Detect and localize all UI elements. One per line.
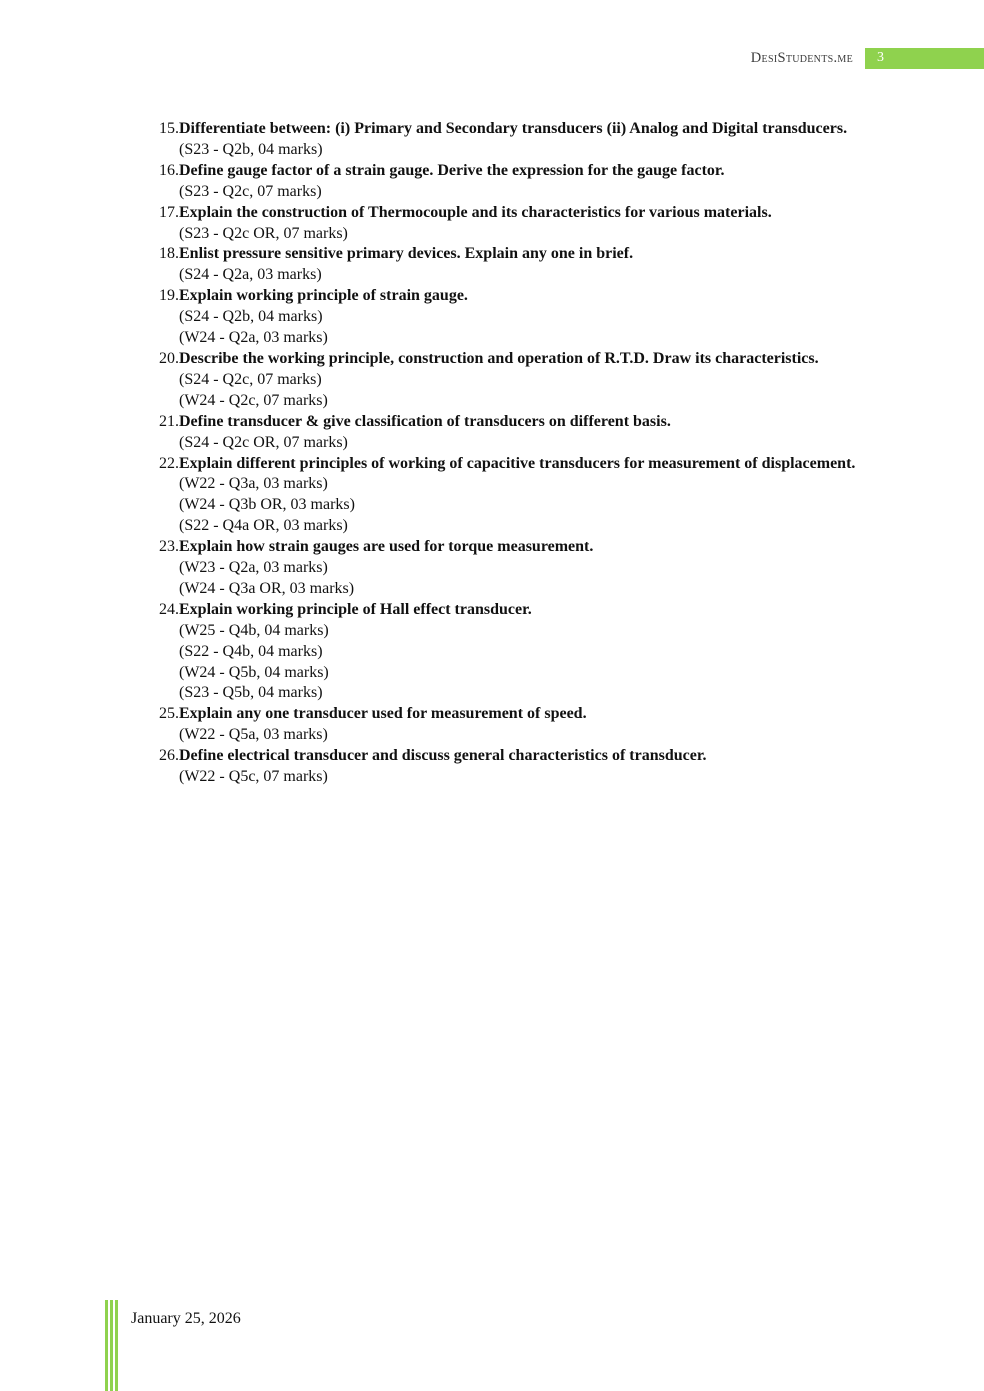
question-reference: (W24 - Q5b, 04 marks) (179, 663, 329, 681)
question-item (140, 746, 860, 788)
question-text: Define transducer & give classification of transducers on different basis. (179, 412, 671, 430)
question-body (179, 537, 860, 600)
site-name: DesiStudents.me (750, 50, 853, 66)
question-reference: (S22 - Q4b, 04 marks) (179, 642, 323, 660)
question-item (140, 600, 860, 705)
question-text: Explain the construction of Thermocouple and its characteristics for various materials. (179, 203, 772, 221)
question-body (179, 600, 860, 705)
question-body (179, 454, 860, 538)
question-text: Explain working principle of Hall effect transducer. (179, 600, 532, 618)
footer-accent-bars (105, 1300, 119, 1391)
question-number: 19. (159, 287, 179, 305)
question-item (140, 537, 860, 600)
footer-date: January 25, 2026 (131, 1310, 241, 1327)
question-list (140, 119, 860, 788)
question-reference: (W25 - Q4b, 04 marks) (179, 621, 329, 639)
question-number: 24. (159, 600, 179, 618)
question-body (179, 119, 860, 161)
question-reference: (W22 - Q5c, 07 marks) (179, 768, 328, 786)
question-reference: (W24 - Q3a OR, 03 marks) (179, 579, 355, 597)
question-reference: (W22 - Q3a, 03 marks) (179, 475, 328, 493)
question-text: Define electrical transducer and discuss general characteristics of transducer. (179, 747, 707, 765)
question-body (179, 244, 860, 286)
question-number: 22. (159, 454, 179, 472)
question-number: 15. (159, 120, 179, 137)
question-item (140, 119, 860, 161)
footer-bar (105, 1300, 108, 1391)
question-text: Differentiate between: (i) Primary and Secondary transducers (ii) Analog and Digital transducers. (179, 120, 848, 137)
question-reference: (S23 - Q2c OR, 07 marks) (179, 224, 348, 242)
question-item (140, 244, 860, 286)
question-reference: (W24 - Q2c, 07 marks) (179, 391, 328, 409)
page-header (0, 48, 984, 70)
question-reference: (W24 - Q2a, 03 marks) (179, 329, 328, 347)
question-number: 21. (159, 412, 179, 430)
page-number-box (865, 48, 984, 69)
question-number: 23. (159, 538, 179, 556)
question-reference: (S23 - Q2b, 04 marks) (179, 140, 323, 158)
question-number: 20. (159, 349, 179, 367)
question-reference: (W22 - Q5a, 03 marks) (179, 726, 328, 744)
question-reference: (S23 - Q5b, 04 marks) (179, 684, 323, 702)
question-item (140, 349, 860, 412)
question-number: 18. (159, 245, 179, 263)
question-item (140, 286, 860, 349)
question-body (179, 746, 860, 788)
question-item (140, 704, 860, 746)
question-text: Explain how strain gauges are used for torque measurement. (179, 538, 594, 556)
question-number: 16. (159, 161, 179, 179)
question-text: Describe the working principle, construction and operation of R.T.D. Draw its characteristics. (179, 349, 819, 367)
question-body (179, 286, 860, 349)
question-item (140, 412, 860, 454)
question-number: 26. (159, 747, 179, 765)
question-reference: (S24 - Q2c, 07 marks) (179, 370, 322, 388)
question-reference: (W23 - Q2a, 03 marks) (179, 559, 328, 577)
question-body (179, 349, 860, 412)
footer-bar (115, 1300, 118, 1391)
question-body (179, 161, 860, 203)
question-item (140, 454, 860, 538)
question-number: 17. (159, 203, 179, 221)
question-text: Enlist pressure sensitive primary devices. Explain any one in brief. (179, 245, 634, 263)
footer-bar (110, 1300, 113, 1391)
question-body (179, 203, 860, 245)
question-text: Define gauge factor of a strain gauge. Derive the expression for the gauge factor. (179, 161, 725, 179)
question-text: Explain different principles of working of capacitive transducers for measurement of displacement. (179, 454, 856, 472)
page-number: 3 (877, 50, 884, 65)
question-reference: (S24 - Q2c OR, 07 marks) (179, 433, 348, 451)
question-item (140, 203, 860, 245)
question-text: Explain working principle of strain gauge. (179, 287, 468, 305)
question-body (179, 704, 860, 746)
question-reference: (W24 - Q3b OR, 03 marks) (179, 496, 355, 514)
question-reference: (S23 - Q2c, 07 marks) (179, 182, 322, 200)
question-reference: (S24 - Q2b, 04 marks) (179, 308, 323, 326)
question-reference: (S22 - Q4a OR, 03 marks) (179, 517, 348, 535)
question-text: Explain any one transducer used for measurement of speed. (179, 705, 587, 723)
question-reference: (S24 - Q2a, 03 marks) (179, 266, 322, 284)
question-body (179, 412, 860, 454)
question-number: 25. (159, 705, 179, 723)
question-item (140, 161, 860, 203)
